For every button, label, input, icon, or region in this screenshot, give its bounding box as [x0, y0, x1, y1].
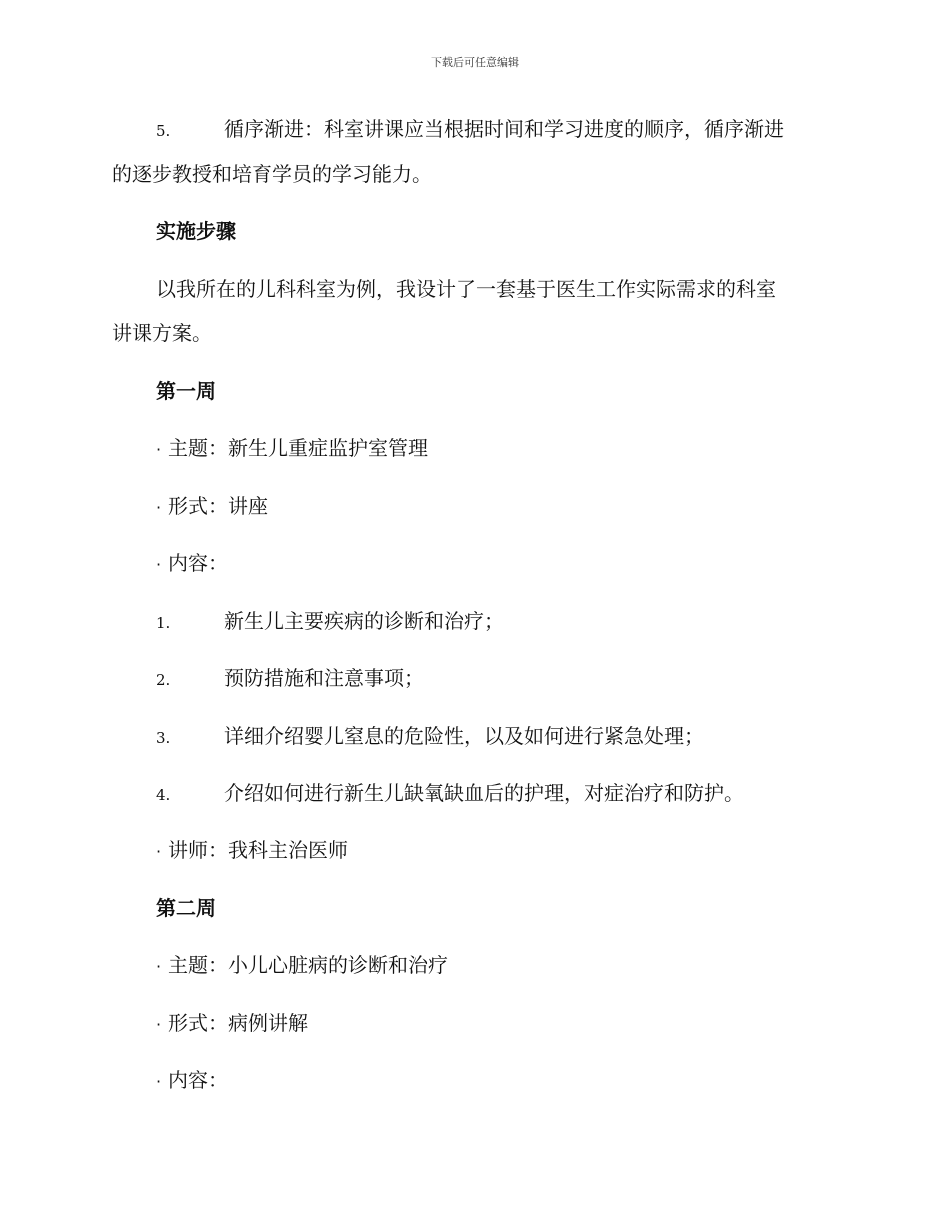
item-text: 新生儿主要疾病的诊断和治疗； — [224, 609, 504, 633]
bullet-dot: · — [156, 440, 162, 459]
bullet-item — [156, 835, 348, 867]
item-text: 循序渐进：科室讲课应当根据时间和学习进度的顺序，循序渐进 — [224, 117, 784, 141]
item-text: 详细介绍婴儿窒息的危险性，以及如何进行紧急处理； — [224, 724, 704, 748]
bullet-dot: · — [156, 842, 162, 861]
bullet-item — [156, 1008, 308, 1040]
paragraph-line: 讲课方案。 — [112, 321, 212, 345]
bullet-text: 形式：病例讲解 — [168, 1011, 308, 1035]
numbered-item-2 — [156, 663, 424, 695]
bullet-dot: · — [156, 498, 162, 517]
item-number: 3. — [156, 729, 171, 747]
bullet-item — [156, 1065, 228, 1097]
bullet-item — [156, 950, 448, 982]
item-number: 2. — [156, 671, 171, 689]
bullet-text: 主题：小儿心脏病的诊断和治疗 — [168, 953, 448, 977]
section-heading: 实施步骤 — [156, 219, 236, 243]
item-number: 5. — [156, 122, 171, 140]
item-number: 1. — [156, 614, 171, 632]
numbered-item-3 — [156, 721, 704, 753]
bullet-dot: · — [156, 957, 162, 976]
bullet-text: 形式：讲座 — [168, 494, 268, 518]
bullet-text: 内容： — [168, 551, 228, 575]
bullet-dot: · — [156, 1072, 162, 1091]
paragraph-line: 的逐步教授和培育学员的学习能力。 — [112, 162, 432, 186]
bullet-item — [156, 548, 228, 580]
bullet-text: 讲师：我科主治医师 — [168, 838, 348, 862]
numbered-item-1 — [156, 606, 504, 638]
item-number: 4. — [156, 786, 171, 804]
item-text: 介绍如何进行新生儿缺氧缺血后的护理，对症治疗和防护。 — [224, 781, 744, 805]
numbered-item-5 — [156, 114, 784, 146]
bullet-dot: · — [156, 1015, 162, 1034]
bullet-text: 内容： — [168, 1068, 228, 1092]
week1-heading: 第一周 — [156, 379, 216, 403]
bullet-item — [156, 433, 428, 465]
numbered-item-4 — [156, 778, 744, 810]
bullet-dot: · — [156, 555, 162, 574]
bullet-item — [156, 491, 268, 523]
item-text: 预防措施和注意事项； — [224, 666, 424, 690]
paragraph-line: 以我所在的儿科科室为例，我设计了一套基于医生工作实际需求的科室 — [156, 277, 776, 301]
bullet-text: 主题：新生儿重症监护室管理 — [168, 436, 428, 460]
header-note: 下载后可任意编辑 — [431, 56, 519, 69]
week2-heading: 第二周 — [156, 896, 216, 920]
